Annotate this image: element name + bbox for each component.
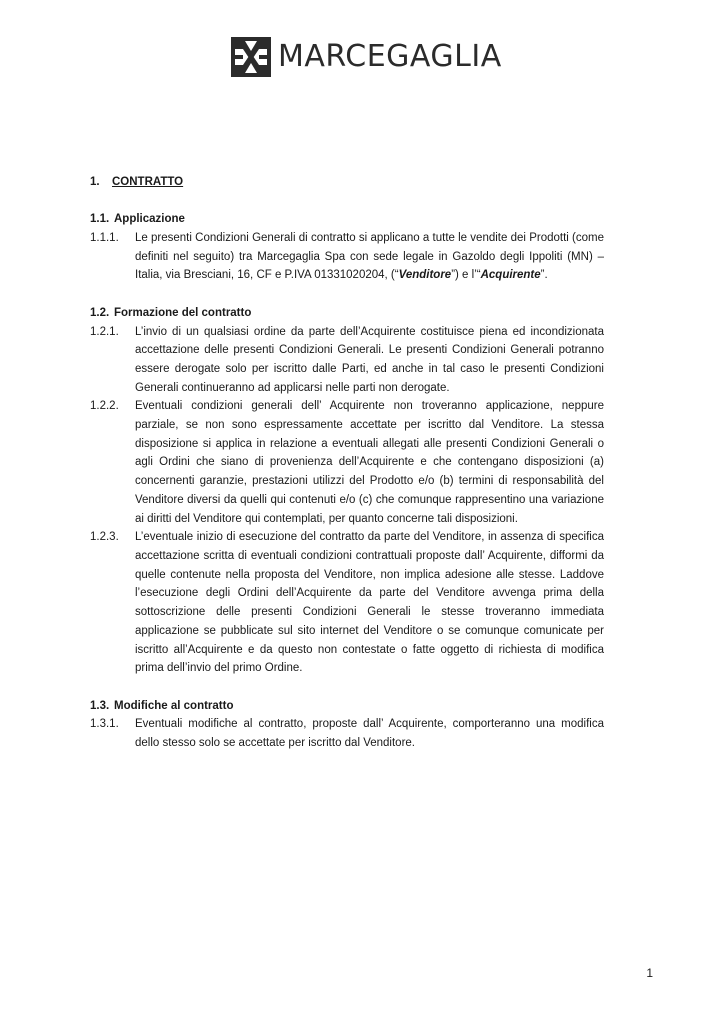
clause-number: 1.2.1.	[90, 325, 119, 338]
subsection-applicazione	[90, 210, 604, 285]
clause-text-part: ”) e l’“	[451, 269, 481, 282]
clause-number: 1.3.1.	[90, 718, 119, 731]
subsection-heading	[90, 304, 604, 323]
clause	[90, 229, 604, 285]
subsection-formazione	[90, 304, 604, 678]
clause-number: 1.2.3.	[90, 531, 119, 544]
clause-text: Eventuali condizioni generali dell’ Acquirente non troveranno applicazione, neppure parziale, se non sono espressamente accettate per iscritto dal Venditore. La stessa disposizione si applica in relazione a eventuali allegati alle presenti Condizioni Generali o agli Ordini che siano di provenienza dell’Acquirente e che contengano disposizioni (a) concernenti garanzie, prestazioni utilizzi del Prodotto e/o (b) termini di responsabilità del Venditore diversi da quelli qui contenuti e/o (c) che comunque rappresentino una variazione ai diritti del Venditore qui contemplati, per quanto concerne tali disposizioni.	[135, 400, 604, 525]
subsection-number: 1.3.	[90, 699, 110, 712]
clause	[90, 397, 604, 528]
clause-text-part: ”.	[540, 269, 548, 282]
clause-number: 1.1.1.	[90, 232, 119, 245]
clause	[90, 323, 604, 398]
subsection-number: 1.2.	[90, 306, 110, 319]
clause-text: Eventuali modifiche al contratto, proposte dall’ Acquirente, comporteranno una modifica dello stesso solo se accettate per iscritto dal Venditore.	[135, 718, 604, 749]
logo-text: MARCEGAGLIA	[278, 39, 502, 74]
defined-term: Acquirente	[480, 269, 541, 282]
subsection-title: Formazione del contratto	[114, 306, 252, 319]
subsection-heading	[90, 697, 604, 716]
section-number: 1.	[90, 176, 100, 188]
clause-text	[135, 229, 604, 285]
section-title: CONTRATTO	[112, 176, 184, 188]
subsection-heading	[90, 210, 604, 229]
page-number: 1	[646, 966, 653, 980]
defined-term: Venditore	[398, 269, 452, 282]
marcegaglia-logo-icon	[231, 37, 271, 77]
clause-text-part: Le presenti Condizioni Generali di contratto si applicano a tutte le vendite dei Prodotti (come definiti nel seguito) tra Marcegaglia Spa con sede legale in Gazoldo degli Ippoliti (MN) – Italia, via Bresciani, 16, CF e P.IVA 01331020204, (“	[135, 232, 604, 282]
subsection-title: Applicazione	[114, 213, 185, 226]
company-logo	[231, 37, 502, 77]
clause-text: L’invio di un qualsiasi ordine da parte dell’Acquirente costituisce piena ed incondizionata accettazione delle presenti Condizioni Generali. Le presenti Condizioni Generali potranno essere derogate solo per iscritto dalle Parti, ed anche in tal caso le presenti Condizioni Generali continueranno ad applicarsi nelle parti non derogate.	[135, 325, 604, 394]
subsection-title: Modifiche al contratto	[114, 699, 234, 712]
clause	[90, 528, 604, 678]
clause-text: L’eventuale inizio di esecuzione del contratto da parte del Venditore, in assenza di specifica accettazione scritta di eventuali condizioni contrattuali proposte dall’ Acquirente, difformi da quelle contenute nella proposta del Venditore, non implica adesione alle stesse. Laddove l’esecuzione degli Ordini dell’Acquirente da parte del Venditore avvenga prima della sottoscrizione delle presenti Condizioni Generali le stesse troveranno immediata applicazione se pubblicate sul sito internet del Venditore o se comunque comunicate per iscritto all’Acquirente e da questo non contestate o fatte oggetto di richiesta di modifica prima dell’invio del primo Ordine.	[135, 531, 604, 675]
subsection-number: 1.1.	[90, 213, 110, 226]
section-heading	[90, 173, 604, 192]
subsection-modifiche	[90, 697, 604, 753]
clause-number: 1.2.2.	[90, 400, 119, 413]
clause	[90, 715, 604, 752]
document-body	[90, 173, 604, 753]
